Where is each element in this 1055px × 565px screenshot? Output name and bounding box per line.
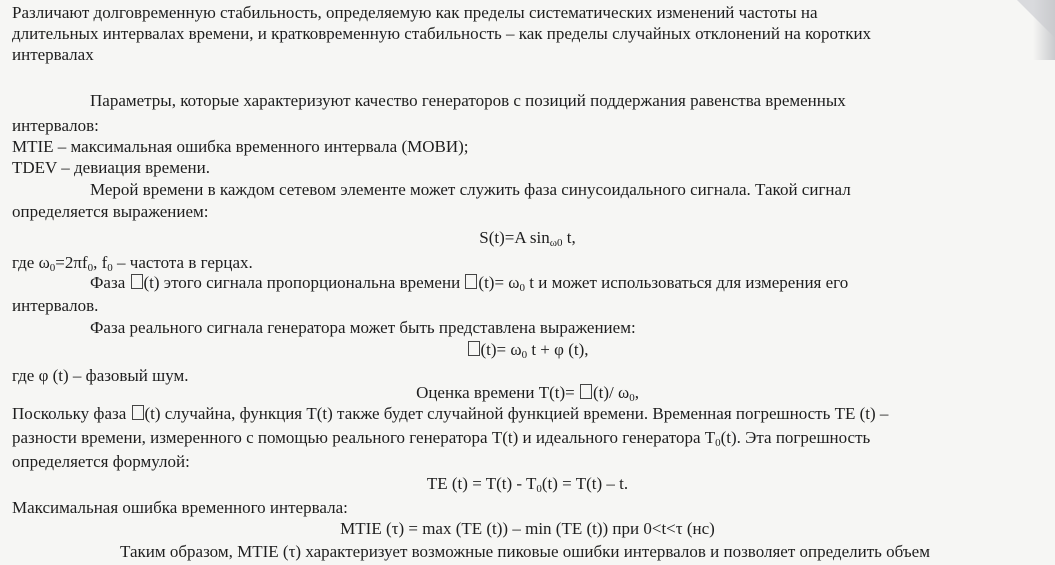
paragraph-line-8: Мерой времени в каждом сетевом элементе может служить фаза синусоидального сигнала. Такой сигнал: [90, 180, 851, 199]
formula-time-error: TE $(t) = T(t) - T_0(t) = T(t) - t$.: [426, 474, 629, 495]
formula-time-estimate: Оценка времени T(t)= (t)/ $\omega_0$,: [416, 383, 639, 404]
paragraph-line-5: интервалов:: [12, 116, 99, 135]
paragraph-line-9: определяется выражением:: [12, 202, 209, 221]
paragraph-line-19: Таким образом, MTIE (τ) характеризует возможные пиковые ошибки интервалов и позволяет определить объем: [120, 542, 930, 561]
paragraph-line-14: где φ (t) – фазовый шум.: [12, 366, 189, 385]
paragraph-line-2: длительных интервалах времени, и кратковременную стабильность – как пределы случайных отклонений на коротких: [12, 24, 872, 43]
paragraph-line-18: Максимальная ошибка временного интервала:: [12, 498, 348, 517]
formula-omega-note: где $\omega_0=2\pi f_0$, $f_0$ – частота в герцах.: [12, 253, 253, 274]
paragraph-line-15: Поскольку фаза (t) случайна, функция T(t) также будет случайной функцией времени. Временная погрешность TE (t) –: [12, 404, 889, 423]
paragraph-line-13: Фаза реального сигнала генератора может быть представлена выражением:: [90, 318, 636, 337]
missing-glyph-icon: [132, 405, 144, 420]
missing-glyph-icon: [465, 274, 477, 289]
paragraph-line-11: Фаза (t) этого сигнала пропорциональна времени $(t)= \omega_0$ t и может использоваться для измерения его: [90, 273, 849, 294]
missing-glyph-icon: [468, 341, 480, 356]
paragraph-line-17: определяется формулой:: [12, 452, 190, 471]
tdev-definition: TDEV – девиация времени.: [12, 158, 210, 177]
mtie-definition: MTIE – максимальная ошибка временного интервала (МОВИ);: [12, 137, 469, 156]
formula-mtie: MTIE (τ) = max (TE (t)) – min (TE (t)) при 0<t<τ (нс): [340, 519, 715, 538]
paragraph-line-4: Параметры, которые характеризуют качество генераторов с позиций поддержания равенства временных: [90, 91, 846, 110]
paragraph-line-12: интервалов.: [12, 296, 99, 315]
missing-glyph-icon: [580, 384, 592, 399]
paragraph-line-16: разности времени, измеренного с помощью реального генератора T(t) и идеального генератора $T_0(t)$. Эта погрешность: [12, 428, 871, 449]
formula-phase: $(t)= \omega_0$ t + φ (t),: [0, 340, 1055, 360]
formula-signal: S(t)=A $\sin_{\omega 0} t$,: [479, 228, 576, 249]
page-edge-shadow: [1033, 0, 1055, 60]
missing-glyph-icon: [131, 274, 143, 289]
paragraph-line-1: Различают долговременную стабильность, определяемую как пределы систематических изменений частоты на: [12, 3, 818, 22]
paragraph-line-3: интервалах: [12, 45, 94, 64]
